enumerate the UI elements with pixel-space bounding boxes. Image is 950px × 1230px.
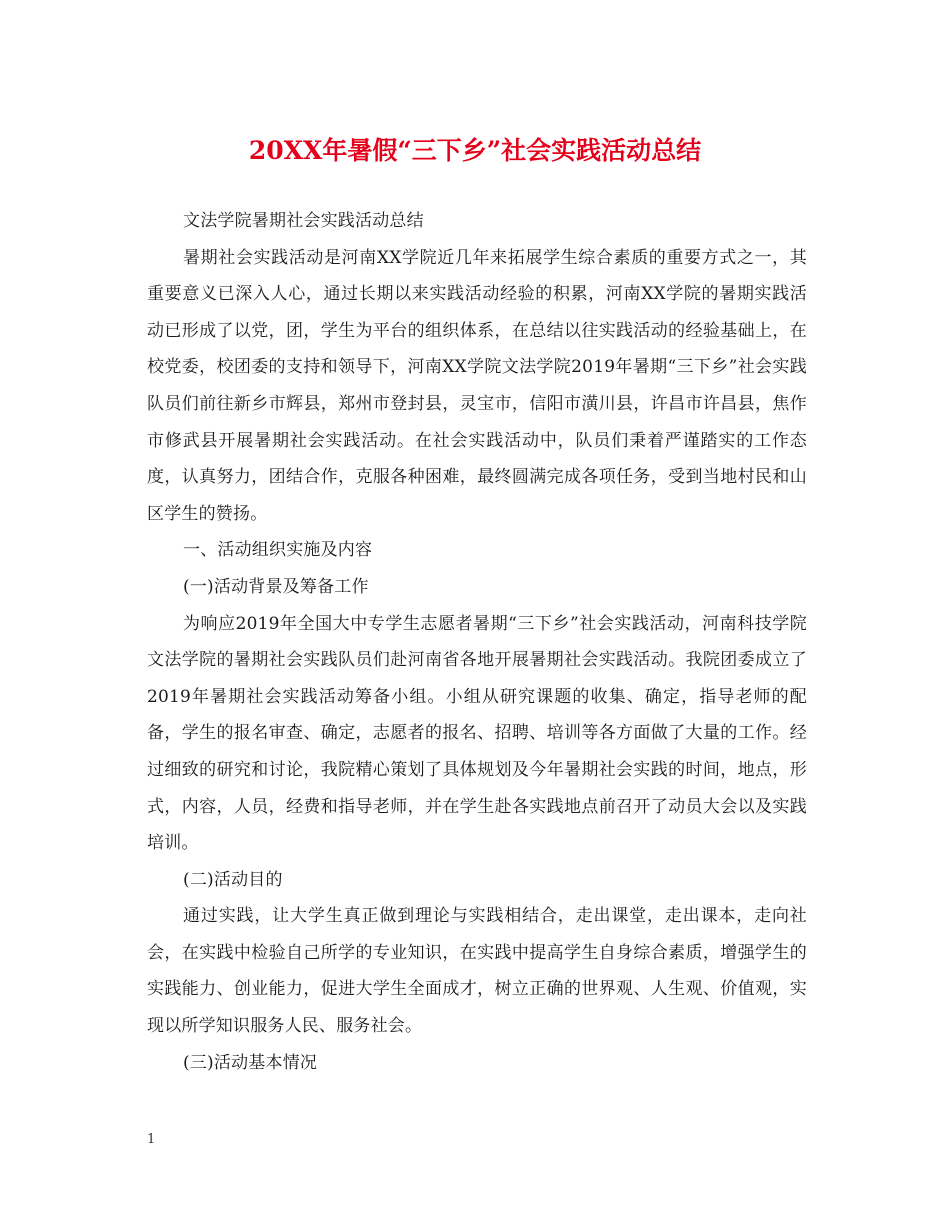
paragraph-intro: 暑期社会实践活动是河南XX学院近几年来拓展学生综合素质的重要方式之一，其重要意义已深入人心，通过长期以来实践活动经验的积累，河南XX学院的暑期实践活动已形成了以党，团，学生为平台的组织体系，在总结以往实践活动的经验基础上，在校党委，校团委的支持和领导下，河南XX学院文法学院2019年暑期“三下乡”社会实践队员们前往新乡市辉县，郑州市登封县，灵宝市，信阳市潢川县，许昌市许昌县，焦作市修武县开展暑期社会实践活动。在社会实践活动中，队员们秉着严谨踏实的工作态度，认真努力，团结合作，克服各种困难，最终圆满完成各项任务，受到当地村民和山区学生的赞扬。 (147, 247, 807, 524)
subsection-heading-3: (三)活动基本情况 (183, 1052, 318, 1073)
paragraph-background: 为响应2019年全国大中专学生志愿者暑期“三下乡”社会实践活动，河南科技学院文法学院的暑期社会实践队员们赴河南省各地开展暑期社会实践活动。我院团委成立了2019年暑期社会实践活动筹备小组。小组从研究课题的收集、确定，指导老师的配备，学生的报名审查、确定，志愿者的报名、招聘、培训等各方面做了大量的工作。经过细致的研究和讨论，我院精心策划了具体规划及今年暑期社会实践的时间，地点，形式，内容，人员，经费和指导老师，并在学生赴各实践地点前召开了动员大会以及实践培训。 (147, 613, 807, 854)
paragraph-purpose: 通过实践，让大学生真正做到理论与实践相结合，走出课堂，走出课本，走向社会，在实践中检验自己所学的专业知识，在实践中提高学生自身综合素质，增强学生的实践能力、创业能力，促进大学生全面成才，树立正确的世界观、人生观、价值观，实现以所学知识服务人民、服务社会。 (147, 906, 807, 1037)
section-heading-1: 一、活动组织实施及内容 (183, 540, 373, 561)
subsection-heading-1: (一)活动背景及筹备工作 (183, 576, 369, 597)
subsection-heading-2: (二)活动目的 (183, 869, 283, 890)
page-number: 1 (147, 1132, 156, 1147)
document-body (147, 203, 807, 1081)
paragraph-subtitle: 文法学院暑期社会实践活动总结 (183, 211, 424, 231)
document-title: 20XX年暑假“三下乡”社会实践活动总结 (248, 136, 702, 165)
